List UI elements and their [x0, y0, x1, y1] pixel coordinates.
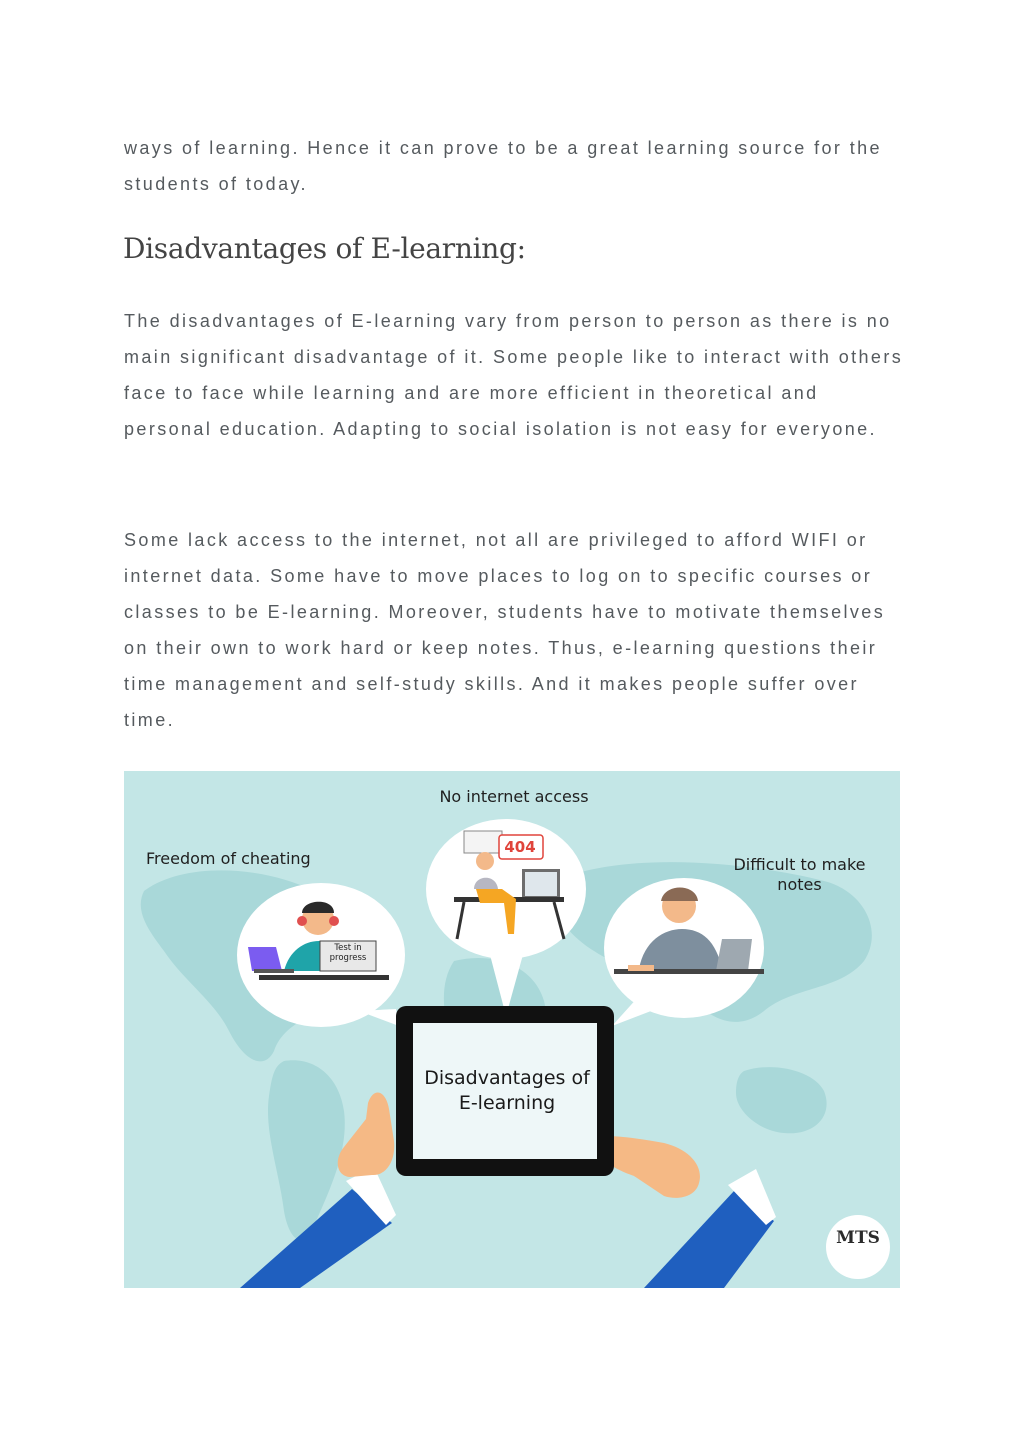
label-no-internet-access: No internet access: [439, 787, 589, 806]
label-freedom-of-cheating: Freedom of cheating: [146, 849, 311, 868]
label-difficult-to-make-notes: Difficult to make notes: [733, 855, 866, 894]
paragraph-disadvantages-one: The disadvantages of E-learning vary from person to person as there is no main significant disadvantage of it. Some people like to interact with others face to face while learning and are more efficient in theoretical and personal education. Adapting to social isolation is not easy for everyone.: [124, 311, 904, 439]
tablet-screen-title: Disadvantages of E-learning: [424, 1067, 590, 1114]
section-heading: Disadvantages of E-learning:: [123, 232, 526, 265]
error-404-tag: 404: [504, 838, 536, 856]
paragraph-disadvantages-two: Some lack access to the internet, not all are privileged to afford WIFI or internet data. Some have to move places to log on to specific courses or classes to be E-learning. Moreover, students have to motivate themselves on their own to work hard or keep notes. Thus, e-learning questions their time management and self-study skills. And it makes people suffer over time.: [124, 530, 886, 730]
test-in-progress-tag: Test in progress: [329, 943, 367, 963]
logo-text: MTS: [836, 1228, 880, 1248]
disadvantages-illustration: [124, 771, 900, 1288]
intro-paragraph: ways of learning. Hence it can prove to be a great learning source for the students of today.: [124, 138, 882, 194]
